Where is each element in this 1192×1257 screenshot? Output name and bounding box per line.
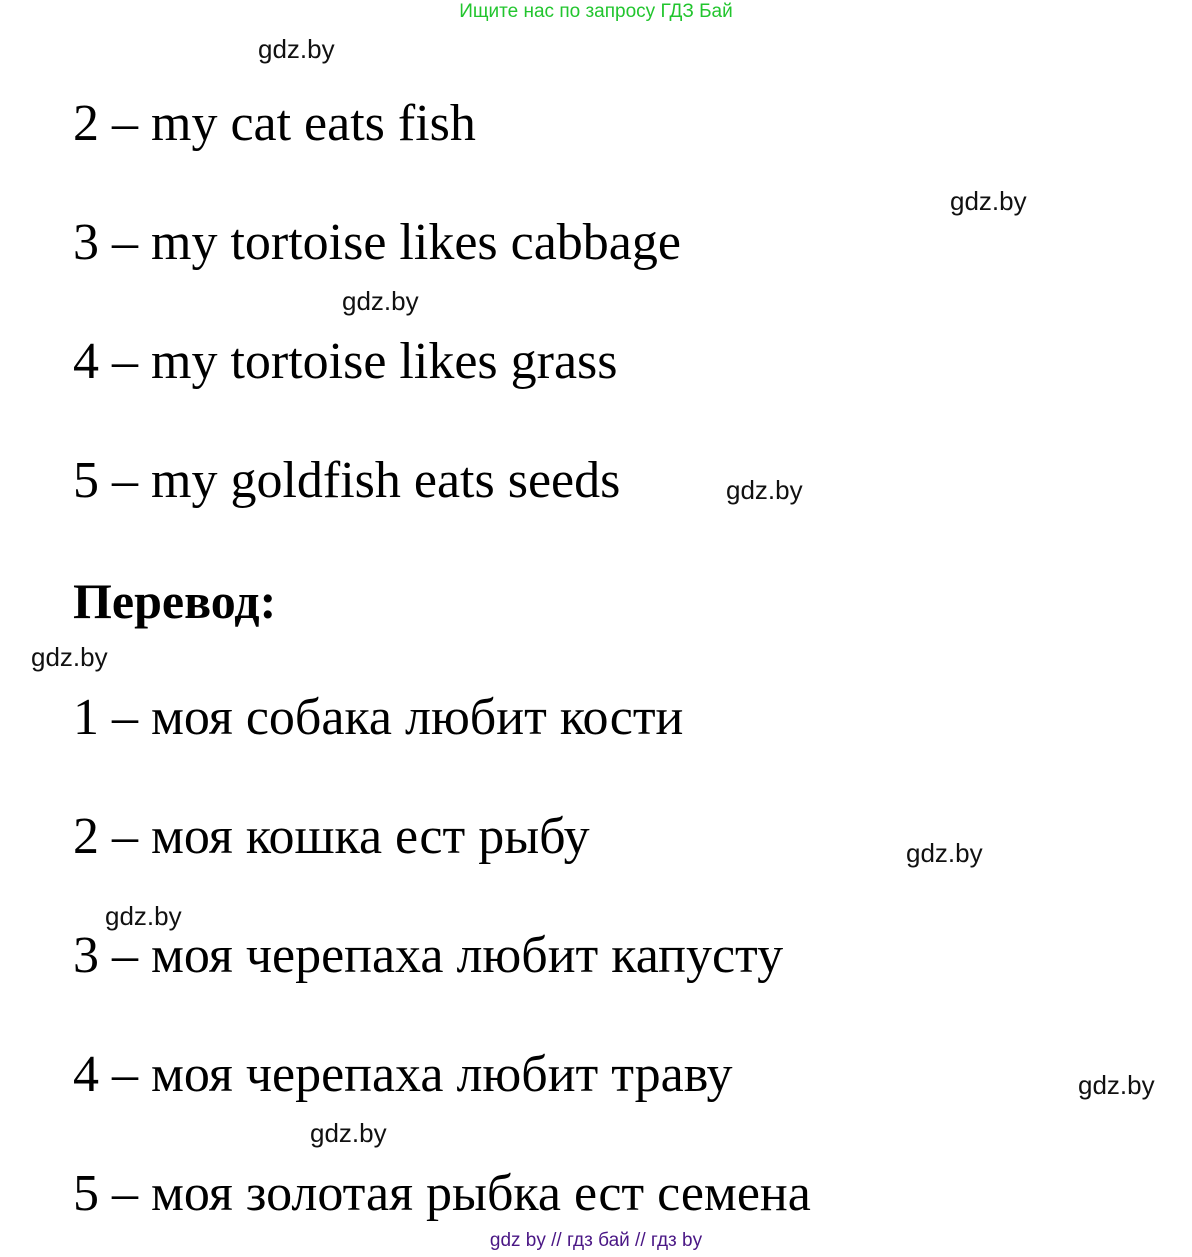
watermark: gdz.by xyxy=(950,186,1027,216)
watermark: gdz.by xyxy=(310,1118,387,1148)
russian-line-4: 4 – моя черепаха любит траву xyxy=(73,1046,733,1103)
english-line-3: 3 – my tortoise likes cabbage xyxy=(73,214,681,271)
watermark: gdz.by xyxy=(258,34,335,64)
russian-line-1: 1 – моя собака любит кости xyxy=(73,689,684,746)
russian-line-3: 3 – моя черепаха любит капусту xyxy=(73,927,784,984)
watermark: gdz.by xyxy=(342,286,419,316)
english-line-4: 4 – my tortoise likes grass xyxy=(73,333,618,390)
translation-heading: Перевод: xyxy=(73,573,277,629)
watermark: gdz.by xyxy=(726,475,803,505)
english-line-5: 5 – my goldfish eats seeds xyxy=(73,452,621,509)
english-line-2: 2 – my cat eats fish xyxy=(73,95,476,152)
footer-watermark: gdz by // гдз бай // гдз by xyxy=(489,1230,703,1251)
watermark: gdz.by xyxy=(1078,1070,1155,1100)
watermark: gdz.by xyxy=(105,901,182,931)
search-banner: Ищите нас по запросу ГДЗ Бай xyxy=(459,1,733,22)
watermark: gdz.by xyxy=(31,642,108,672)
russian-line-2: 2 – моя кошка ест рыбу xyxy=(73,808,590,865)
watermark: gdz.by xyxy=(906,838,983,868)
russian-line-5: 5 – моя золотая рыбка ест семена xyxy=(73,1165,811,1222)
